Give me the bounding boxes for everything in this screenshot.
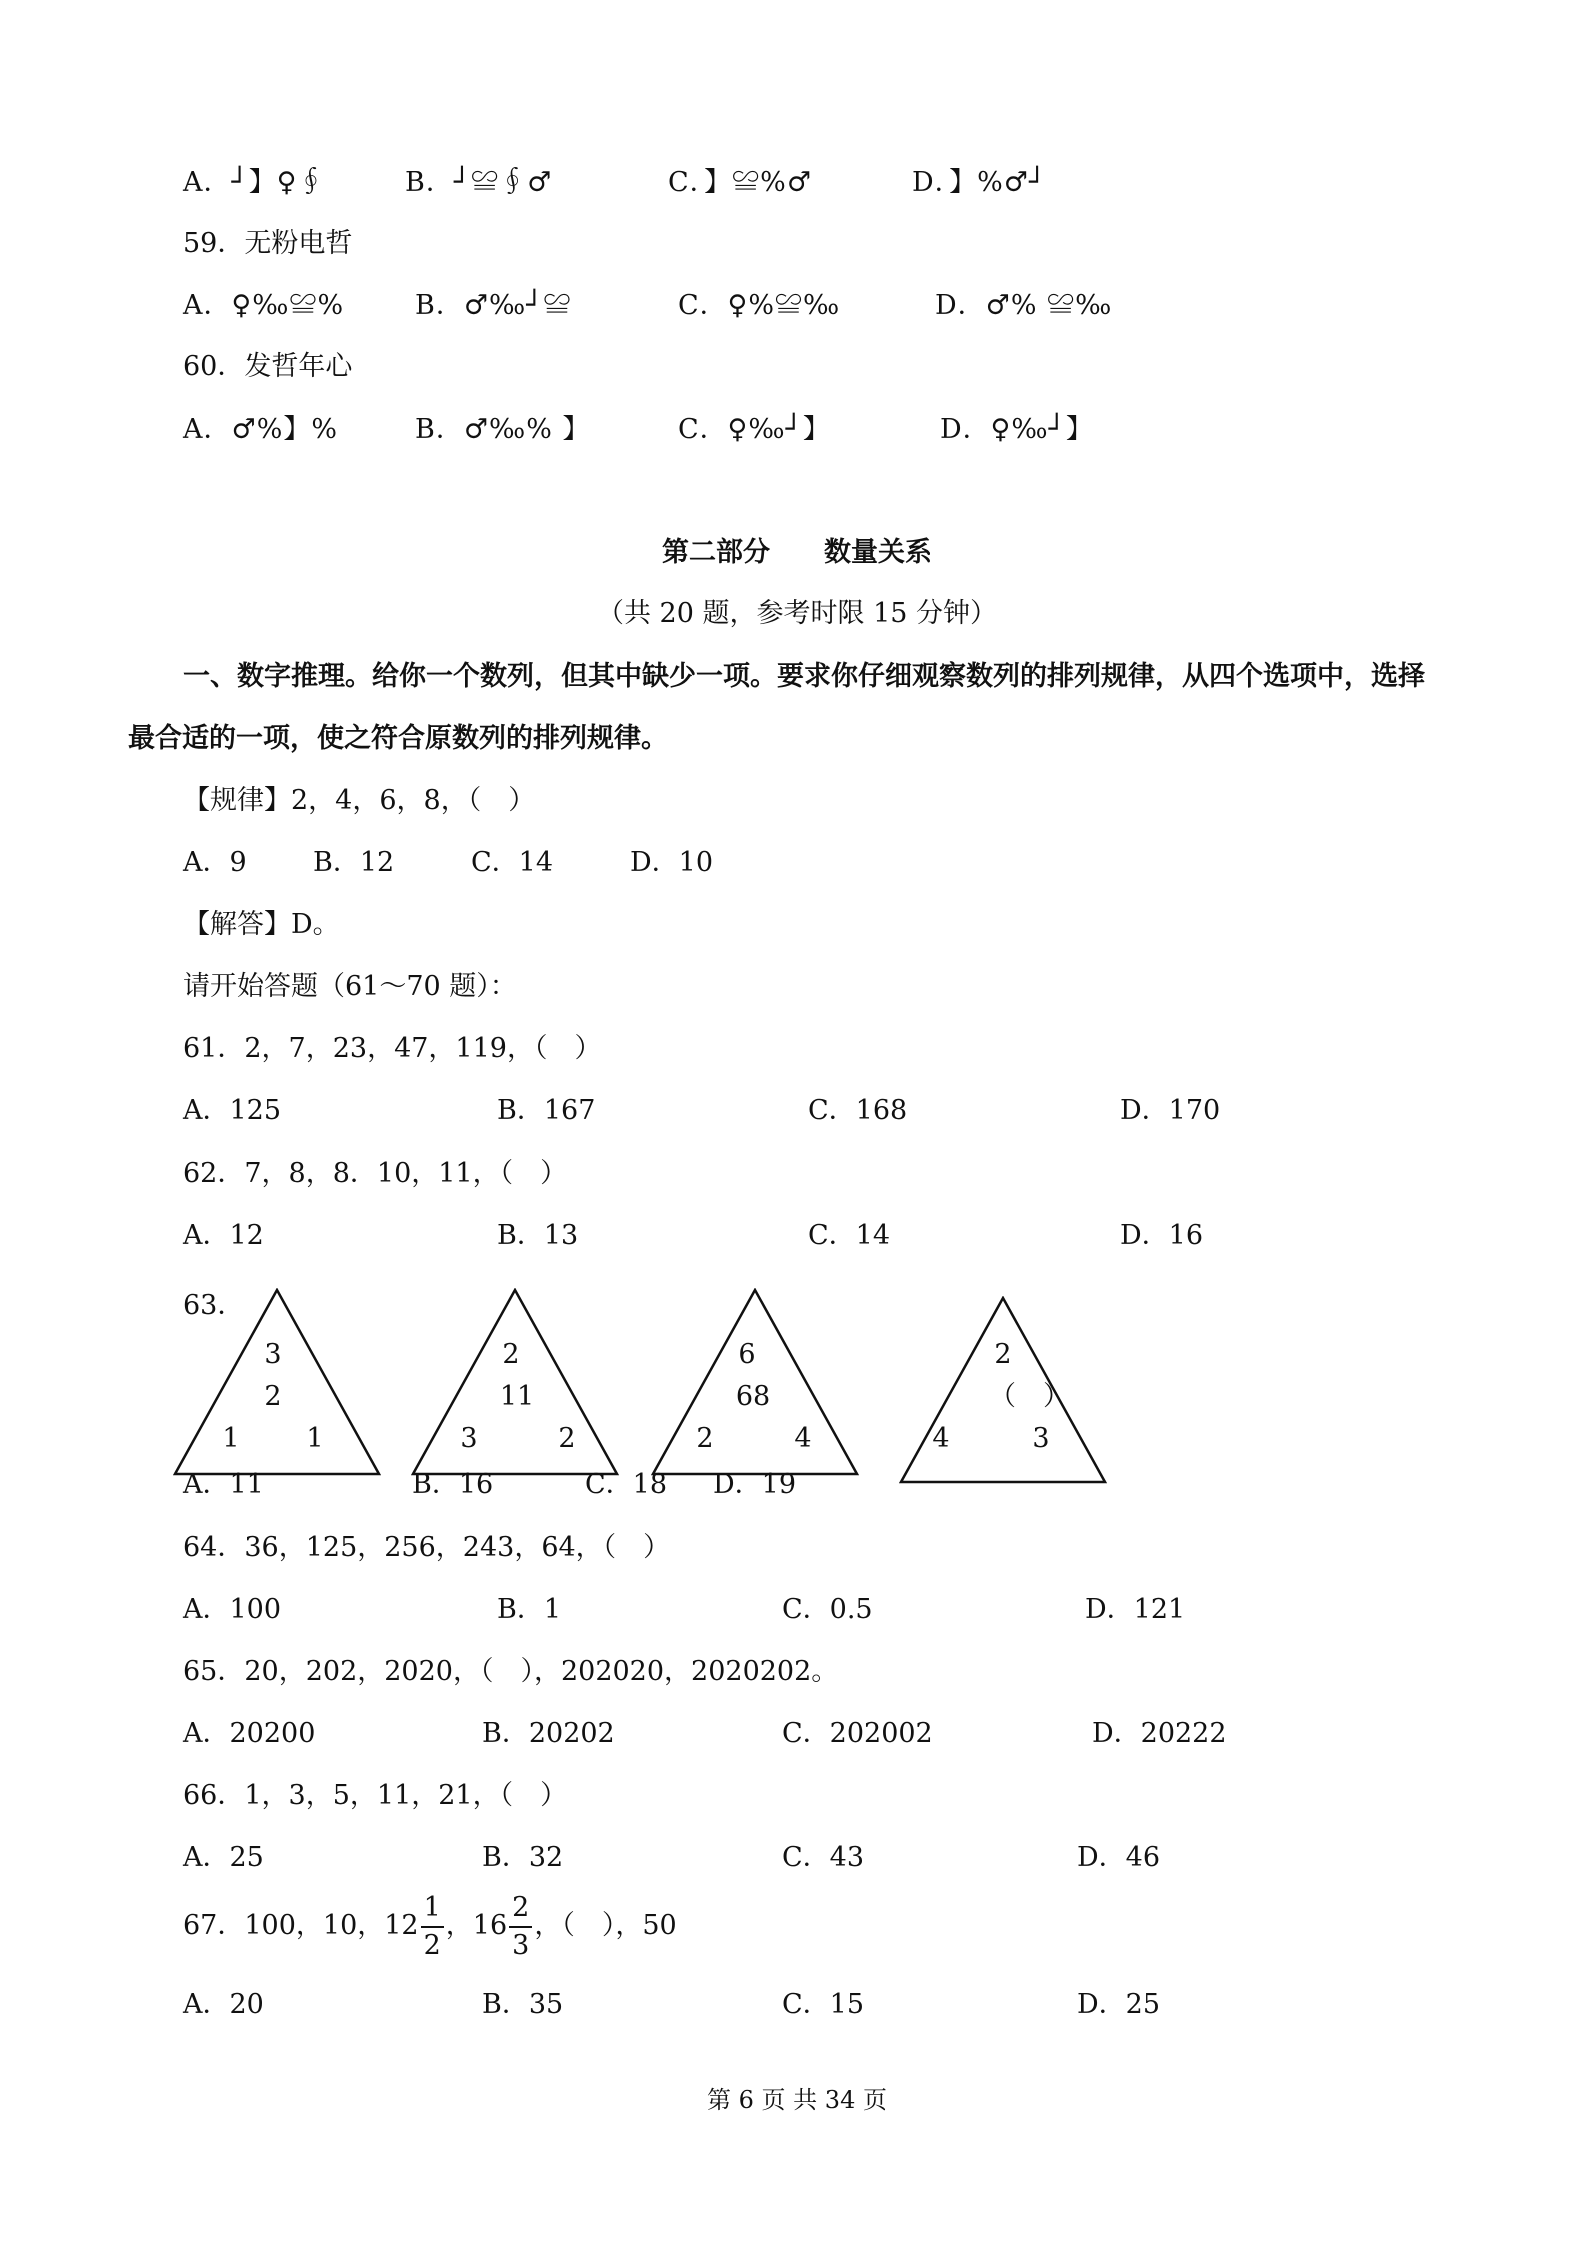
q63-option-c: C．18 xyxy=(585,1469,668,1500)
q67-stem xyxy=(183,1889,677,1964)
triangle-1-right: 1 xyxy=(306,1423,324,1454)
triangle-1-mid: 2 xyxy=(264,1381,282,1412)
instructions-line-2: 最合适的一项，使之符合原数列的排列规律。 xyxy=(128,723,668,754)
q67-option-b: B．35 xyxy=(482,1989,564,2020)
q62-option-d: D．16 xyxy=(1120,1220,1204,1251)
triangle-2-left: 3 xyxy=(460,1423,478,1454)
fraction-2-numerator: 2 xyxy=(509,1890,532,1928)
q63-triangle-1 xyxy=(173,1288,381,1476)
q58-option-d: D．】%♂┘ xyxy=(912,167,1047,198)
q67-mid: ，16 xyxy=(445,1910,508,1941)
example-option-b: B．12 xyxy=(313,847,395,878)
q63-option-a: A．11 xyxy=(183,1469,264,1500)
q63-triangle-4 xyxy=(899,1296,1107,1484)
section-title: 第二部分 数量关系 xyxy=(662,537,932,568)
q60-option-a: A．♂%】% xyxy=(183,414,339,445)
q64-option-c: C．0.5 xyxy=(782,1594,873,1625)
q59-option-b: B．♂‰┘≌ xyxy=(415,290,572,321)
instructions-line-1: 一、数字推理。给你一个数列，但其中缺少一项。要求你仔细观察数列的排列规律，从四个选项中，选择 xyxy=(183,661,1425,692)
q64-stem: 64．36，125，256，243，64，（ ） xyxy=(183,1532,671,1563)
q59-option-d: D．♂% ≌‰ xyxy=(935,290,1113,321)
q62-option-b: B．13 xyxy=(497,1220,579,1251)
q61-option-d: D．170 xyxy=(1120,1095,1221,1126)
q59-stem: 59．无粉电哲 xyxy=(183,228,353,259)
q66-option-b: B．32 xyxy=(482,1842,564,1873)
q59-option-a: A．♀‰≌% xyxy=(183,290,345,321)
q60-option-c: C．♀‰┘】 xyxy=(678,414,831,445)
q58-option-b: B．┘≌∮♂ xyxy=(405,167,553,198)
example-option-d: D．10 xyxy=(630,847,714,878)
fraction-1-denominator: 2 xyxy=(423,1929,441,1961)
q64-option-d: D．121 xyxy=(1085,1594,1186,1625)
triangle-1-top: 3 xyxy=(264,1339,282,1370)
example-stem: 【规律】2，4，6，8，（ ） xyxy=(183,785,536,816)
example-option-c: C．14 xyxy=(471,847,554,878)
q67-suffix: ，（ ），50 xyxy=(534,1910,677,1941)
triangle-3-top: 6 xyxy=(738,1339,756,1370)
section-subtitle: （共 20 题，参考时限 15 分钟） xyxy=(596,598,998,629)
q64-option-a: A．100 xyxy=(183,1594,282,1625)
example-answer: 【解答】D。 xyxy=(183,909,340,940)
q61-option-b: B．167 xyxy=(497,1095,596,1126)
q67-option-d: D．25 xyxy=(1077,1989,1161,2020)
q61-option-a: A．125 xyxy=(183,1095,282,1126)
q63-option-b: B．16 xyxy=(412,1469,494,1500)
q67-prefix: 67．100，10，12 xyxy=(183,1910,419,1941)
q64-option-b: B．1 xyxy=(497,1594,562,1625)
q61-option-c: C．168 xyxy=(808,1095,908,1126)
q62-option-c: C．14 xyxy=(808,1220,891,1251)
triangle-4-right: 3 xyxy=(1032,1423,1050,1454)
triangle-1-left: 1 xyxy=(222,1423,240,1454)
q58-option-c: C．】≌%♂ xyxy=(668,167,813,198)
q59-option-c: C．♀%≌‰ xyxy=(678,290,841,321)
triangle-2-top: 2 xyxy=(502,1339,520,1370)
triangle-3-left: 2 xyxy=(696,1423,714,1454)
q61-stem: 61．2，7，23，47，119，（ ） xyxy=(183,1033,602,1064)
page-footer: 第 6 页 共 34 页 xyxy=(707,2086,887,2114)
q65-stem: 65．20，202，2020，（ ），202020，2020202。 xyxy=(183,1656,839,1687)
q65-option-b: B．20202 xyxy=(482,1718,615,1749)
fraction-two-thirds xyxy=(509,1890,532,1964)
triangle-3-right: 4 xyxy=(794,1423,812,1454)
q58-option-a: A．┘】♀∮ xyxy=(183,167,326,198)
q66-option-a: A．25 xyxy=(183,1842,264,1873)
triangle-4-left: 4 xyxy=(932,1423,950,1454)
q66-option-d: D．46 xyxy=(1077,1842,1161,1873)
q67-option-a: A．20 xyxy=(183,1989,264,2020)
q62-option-a: A．12 xyxy=(183,1220,264,1251)
q63-label: 63． xyxy=(183,1290,245,1321)
q60-option-d: D．♀‰┘】 xyxy=(940,414,1094,445)
fraction-one-half xyxy=(421,1890,444,1964)
q65-option-a: A．20200 xyxy=(183,1718,316,1749)
q67-option-c: C．15 xyxy=(782,1989,865,2020)
q66-option-c: C．43 xyxy=(782,1842,865,1873)
triangle-3-mid: 68 xyxy=(735,1381,771,1412)
q65-option-d: D．20222 xyxy=(1092,1718,1227,1749)
q60-option-b: B．♂‰% 】 xyxy=(415,414,591,445)
example-option-a: A．9 xyxy=(183,847,247,878)
q63-triangle-2 xyxy=(411,1288,619,1476)
start-prompt: 请开始答题（61～70 题）： xyxy=(183,971,517,1002)
triangle-4-top: 2 xyxy=(994,1339,1012,1370)
q60-stem: 60．发哲年心 xyxy=(183,351,353,382)
q65-option-c: C．202002 xyxy=(782,1718,933,1749)
q62-stem: 62．7，8，8．10，11，（ ） xyxy=(183,1158,568,1189)
triangle-4-mid: （ ） xyxy=(989,1381,1070,1412)
triangle-2-right: 2 xyxy=(558,1423,576,1454)
triangle-2-mid: 11 xyxy=(499,1381,535,1412)
fraction-1-numerator: 1 xyxy=(421,1890,444,1928)
fraction-2-denominator: 3 xyxy=(512,1929,530,1961)
q66-stem: 66．1，3，5，11，21，（ ） xyxy=(183,1780,568,1811)
q63-triangle-3 xyxy=(651,1288,859,1476)
q63-option-d: D．19 xyxy=(713,1469,797,1500)
